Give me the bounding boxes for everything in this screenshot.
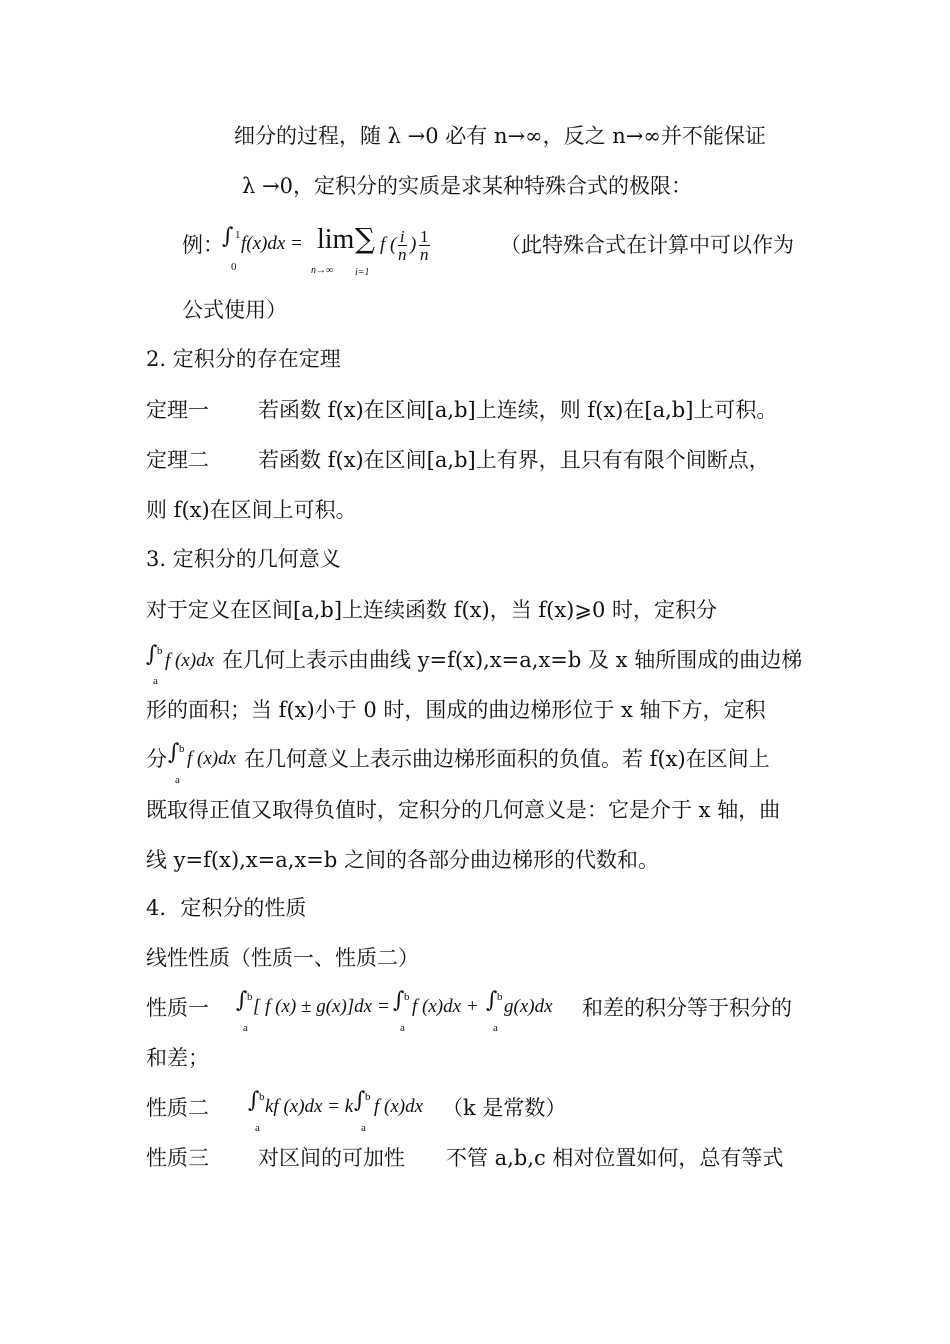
property-three-note: 不管 a,b,c 相对位置如何，总有等式 <box>446 1146 784 1170</box>
sum-subscript: i=1 <box>355 267 370 278</box>
text-line: 和差； <box>146 1046 209 1070</box>
integrand: f (x)dx <box>165 650 215 671</box>
upper-limit: b <box>179 743 185 755</box>
example-line <box>182 231 224 259</box>
integral-sign: ∫ <box>393 988 405 1013</box>
lower-limit: a <box>153 675 158 687</box>
text-line: 公式使用） <box>182 298 287 322</box>
upper-limit: b <box>404 991 410 1003</box>
text-line: 形的面积；当 f(x)小于 0 时，围成的曲边梯形位于 x 轴下方，定积 <box>146 698 766 722</box>
fraction-1-n: $\frac{1}{n}$ <box>420 227 429 264</box>
text-line: 分 <box>146 747 167 771</box>
integrand: f (x)dx <box>187 748 237 769</box>
section-heading: 3. 定积分的几何意义 <box>146 547 341 571</box>
text-line: 在几何上表示由曲线 y=f(x),x=a,x=b 及 x 轴所围成的曲边梯 <box>222 648 803 672</box>
text-line: 线 y=f(x),x=a,x=b 之间的各部分曲边梯形的代数和。 <box>146 848 660 872</box>
property-one-formula <box>236 986 566 1036</box>
property-three-text: 对区间的可加性 <box>258 1146 405 1170</box>
theorem-two-label: 定理二 <box>146 448 209 472</box>
text-line: 线性性质（性质一、性质二） <box>146 946 419 970</box>
upper-limit: b <box>259 1091 265 1103</box>
sum-term: f ( <box>380 234 397 255</box>
section-heading: 2. 定积分的存在定理 <box>146 347 341 371</box>
upper-limit: b <box>365 1091 371 1103</box>
integrand: kf (x)dx = k <box>265 1096 354 1117</box>
text-line: λ →0，定积分的实质是求某种特殊合式的极限： <box>242 174 692 198</box>
theorem-two-continued: 则 f(x)在区间上可积。 <box>146 498 357 522</box>
lower-limit: 0 <box>231 261 237 273</box>
property-three-label: 性质三 <box>146 1146 209 1170</box>
text-line: 细分的过程，随 λ →0 必有 n→∞，反之 n→∞并不能保证 <box>234 124 766 148</box>
property-one-label: 性质一 <box>146 996 209 1020</box>
integral-sign: ∫ <box>486 988 498 1013</box>
lower-limit: a <box>493 1022 498 1034</box>
geometric-integral <box>146 640 226 686</box>
lower-limit: a <box>255 1122 260 1134</box>
lower-limit: a <box>400 1022 405 1034</box>
text-line: 在几何意义上表示曲边梯形面积的负值。若 f(x)在区间上 <box>244 747 770 771</box>
upper-limit: b <box>157 645 163 657</box>
text-line: 对于定义在区间[a,b]上连续函数 f(x)，当 f(x)⩾0 时，定积分 <box>146 598 718 622</box>
integral-sign: ∫ <box>168 740 180 765</box>
example-label: 例： <box>182 233 224 257</box>
lower-limit: a <box>243 1022 248 1034</box>
property-two-note: （k 是常数） <box>442 1096 567 1120</box>
sum-sign: ∑ <box>355 222 375 255</box>
lim-word: lim <box>317 224 355 255</box>
property-one-note: 和差的积分等于积分的 <box>582 996 792 1020</box>
lower-limit: a <box>361 1122 366 1134</box>
upper-limit: b <box>497 991 503 1003</box>
lower-limit: a <box>175 774 180 786</box>
integrand: [ f (x) ± g(x)]dx = <box>253 996 390 1017</box>
section-heading: 4．定积分的性质 <box>146 896 307 920</box>
property-two-formula <box>248 1086 448 1136</box>
integrand: g(x)dx <box>504 996 553 1017</box>
integral-sign: ∫ <box>222 224 234 249</box>
text-line: 既取得正值又取得负值时，定积分的几何意义是：它是介于 x 轴，曲 <box>146 798 781 822</box>
integral-sign: ∫ <box>248 1088 260 1113</box>
property-two-label: 性质二 <box>146 1096 209 1120</box>
integral-sign: ∫ <box>146 642 158 667</box>
upper-limit: 1 <box>235 229 241 241</box>
theorem-one-text: 若函数 f(x)在区间[a,b]上连续，则 f(x)在[a,b]上可积。 <box>258 398 778 422</box>
integral-sign: ∫ <box>354 1088 366 1113</box>
close-paren: ) <box>410 234 417 255</box>
integral-sign: ∫ <box>236 988 248 1013</box>
upper-limit: b <box>247 991 253 1003</box>
integrand: f (x)dx <box>374 1096 424 1117</box>
example-note: （此特殊合式在计算中可以作为 <box>500 233 794 257</box>
theorem-one-label: 定理一 <box>146 398 209 422</box>
lim-subscript: n→∞ <box>311 265 334 276</box>
integrand: f(x)dx = <box>241 233 303 254</box>
integrand: f (x)dx + <box>412 996 479 1017</box>
theorem-two-text: 若函数 f(x)在区间[a,b]上有界，且只有有限个间断点， <box>258 448 770 472</box>
example-formula <box>222 220 452 280</box>
geometric-integral <box>168 738 248 786</box>
fraction-i-n: $\frac{i}{n}$ <box>398 227 407 264</box>
